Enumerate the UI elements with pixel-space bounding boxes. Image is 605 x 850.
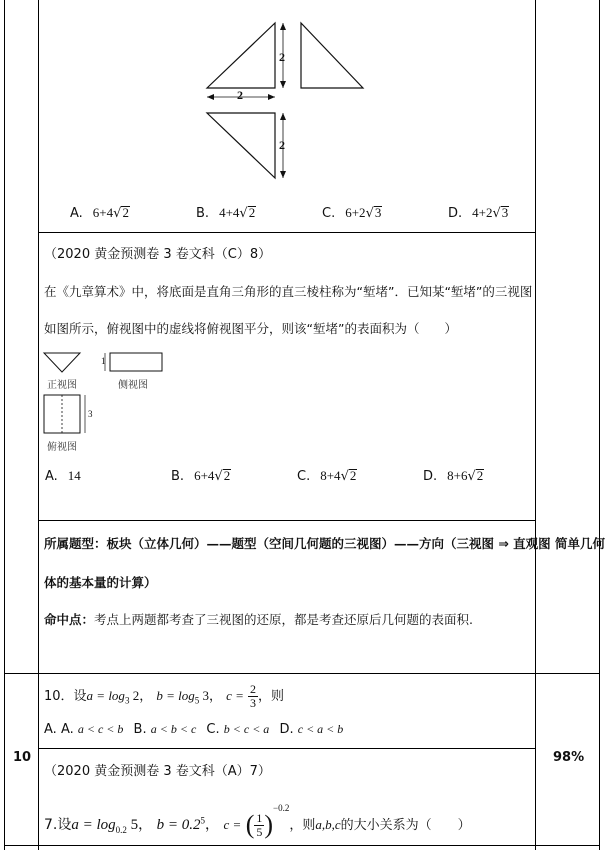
row-percent: 98% bbox=[553, 750, 585, 765]
dim-label-bottom: 2 bbox=[237, 88, 243, 102]
option-b-mid: B. 6+4√2 bbox=[171, 468, 231, 484]
inner-divider-1 bbox=[38, 232, 535, 233]
caption-front-view: 正视图 bbox=[47, 380, 77, 391]
question-10: 10．设$a = \log_3 2$， $b = \log_5 3$， c = $\frac{2}{3}$ ，则 bbox=[44, 682, 285, 710]
option-a-mid: A. 14 bbox=[45, 468, 81, 484]
dim-label-topview: 3 bbox=[88, 409, 93, 419]
inner-divider-2 bbox=[38, 520, 535, 521]
dim-label-side: 1 bbox=[101, 356, 106, 366]
option-a-top: A. 6+4√2 bbox=[70, 205, 129, 221]
analysis-type-line2: 体的基本量的计算） bbox=[44, 575, 157, 590]
caption-top-view: 俯视图 bbox=[47, 442, 77, 453]
question-7: 7.设$a = \log_{0.2} 5$， $b = 0.2^5$， c = ( $\frac{1}{5}$ )$^{-0.2}$，则a,b,c的大小关系为（ ） bbox=[44, 803, 471, 839]
three-view-figure-top bbox=[195, 15, 365, 190]
option-c-mid: C. 8+4√2 bbox=[297, 468, 357, 484]
analysis-hit-text: 考点上两题都考查了三视图的还原，都是考查还原后几何题的表面积. bbox=[94, 612, 473, 627]
analysis-type-line1: 所属题型：板块（立体几何）——题型（空间几何题的三视图）——方向（三视图 ⇒ 直观图 简单几何 bbox=[44, 536, 605, 551]
table-col-divider-2 bbox=[535, 0, 536, 850]
analysis-hit-label: 命中点： bbox=[44, 612, 95, 627]
dim-label-right: 2 bbox=[279, 50, 285, 64]
option-d-top: D. 4+2√3 bbox=[448, 205, 509, 221]
caption-side-view: 侧视图 bbox=[118, 380, 148, 391]
table-border-right bbox=[599, 0, 600, 850]
question-source-bottom: （2020 黄金预测卷 3 卷文科（A）7） bbox=[44, 764, 271, 779]
option-d-mid: D. 8+6√2 bbox=[423, 468, 484, 484]
option-c-top: C. 6+2√3 bbox=[322, 205, 382, 221]
table-border-left bbox=[4, 0, 5, 850]
dim-label-lower-right: 2 bbox=[279, 138, 285, 152]
option-b-top: B. 4+4√2 bbox=[196, 205, 256, 221]
analysis-hit bbox=[44, 610, 473, 628]
question-text-line2: 如图所示，俯视图中的虚线将俯视图平分，则该“堑堵”的表面积为（ ） bbox=[44, 321, 457, 336]
question-text-line1: 在《九章算术》中，将底面是直角三角形的直三棱柱称为“堑堵”．已知某“堑堵”的三视图 bbox=[44, 284, 533, 299]
question-10-options: A. A. a < c < b B. a < b < c C. b < c < a D. c < a < b bbox=[44, 722, 344, 737]
table-border-bottom bbox=[4, 845, 600, 846]
row-number: 10 bbox=[13, 750, 32, 765]
question-source-mid: （2020 黄金预测卷 3 卷文科（C）8） bbox=[44, 247, 272, 262]
row-divider-10 bbox=[4, 673, 600, 674]
inner-divider-3 bbox=[38, 748, 535, 749]
table-col-divider-1 bbox=[38, 0, 39, 850]
